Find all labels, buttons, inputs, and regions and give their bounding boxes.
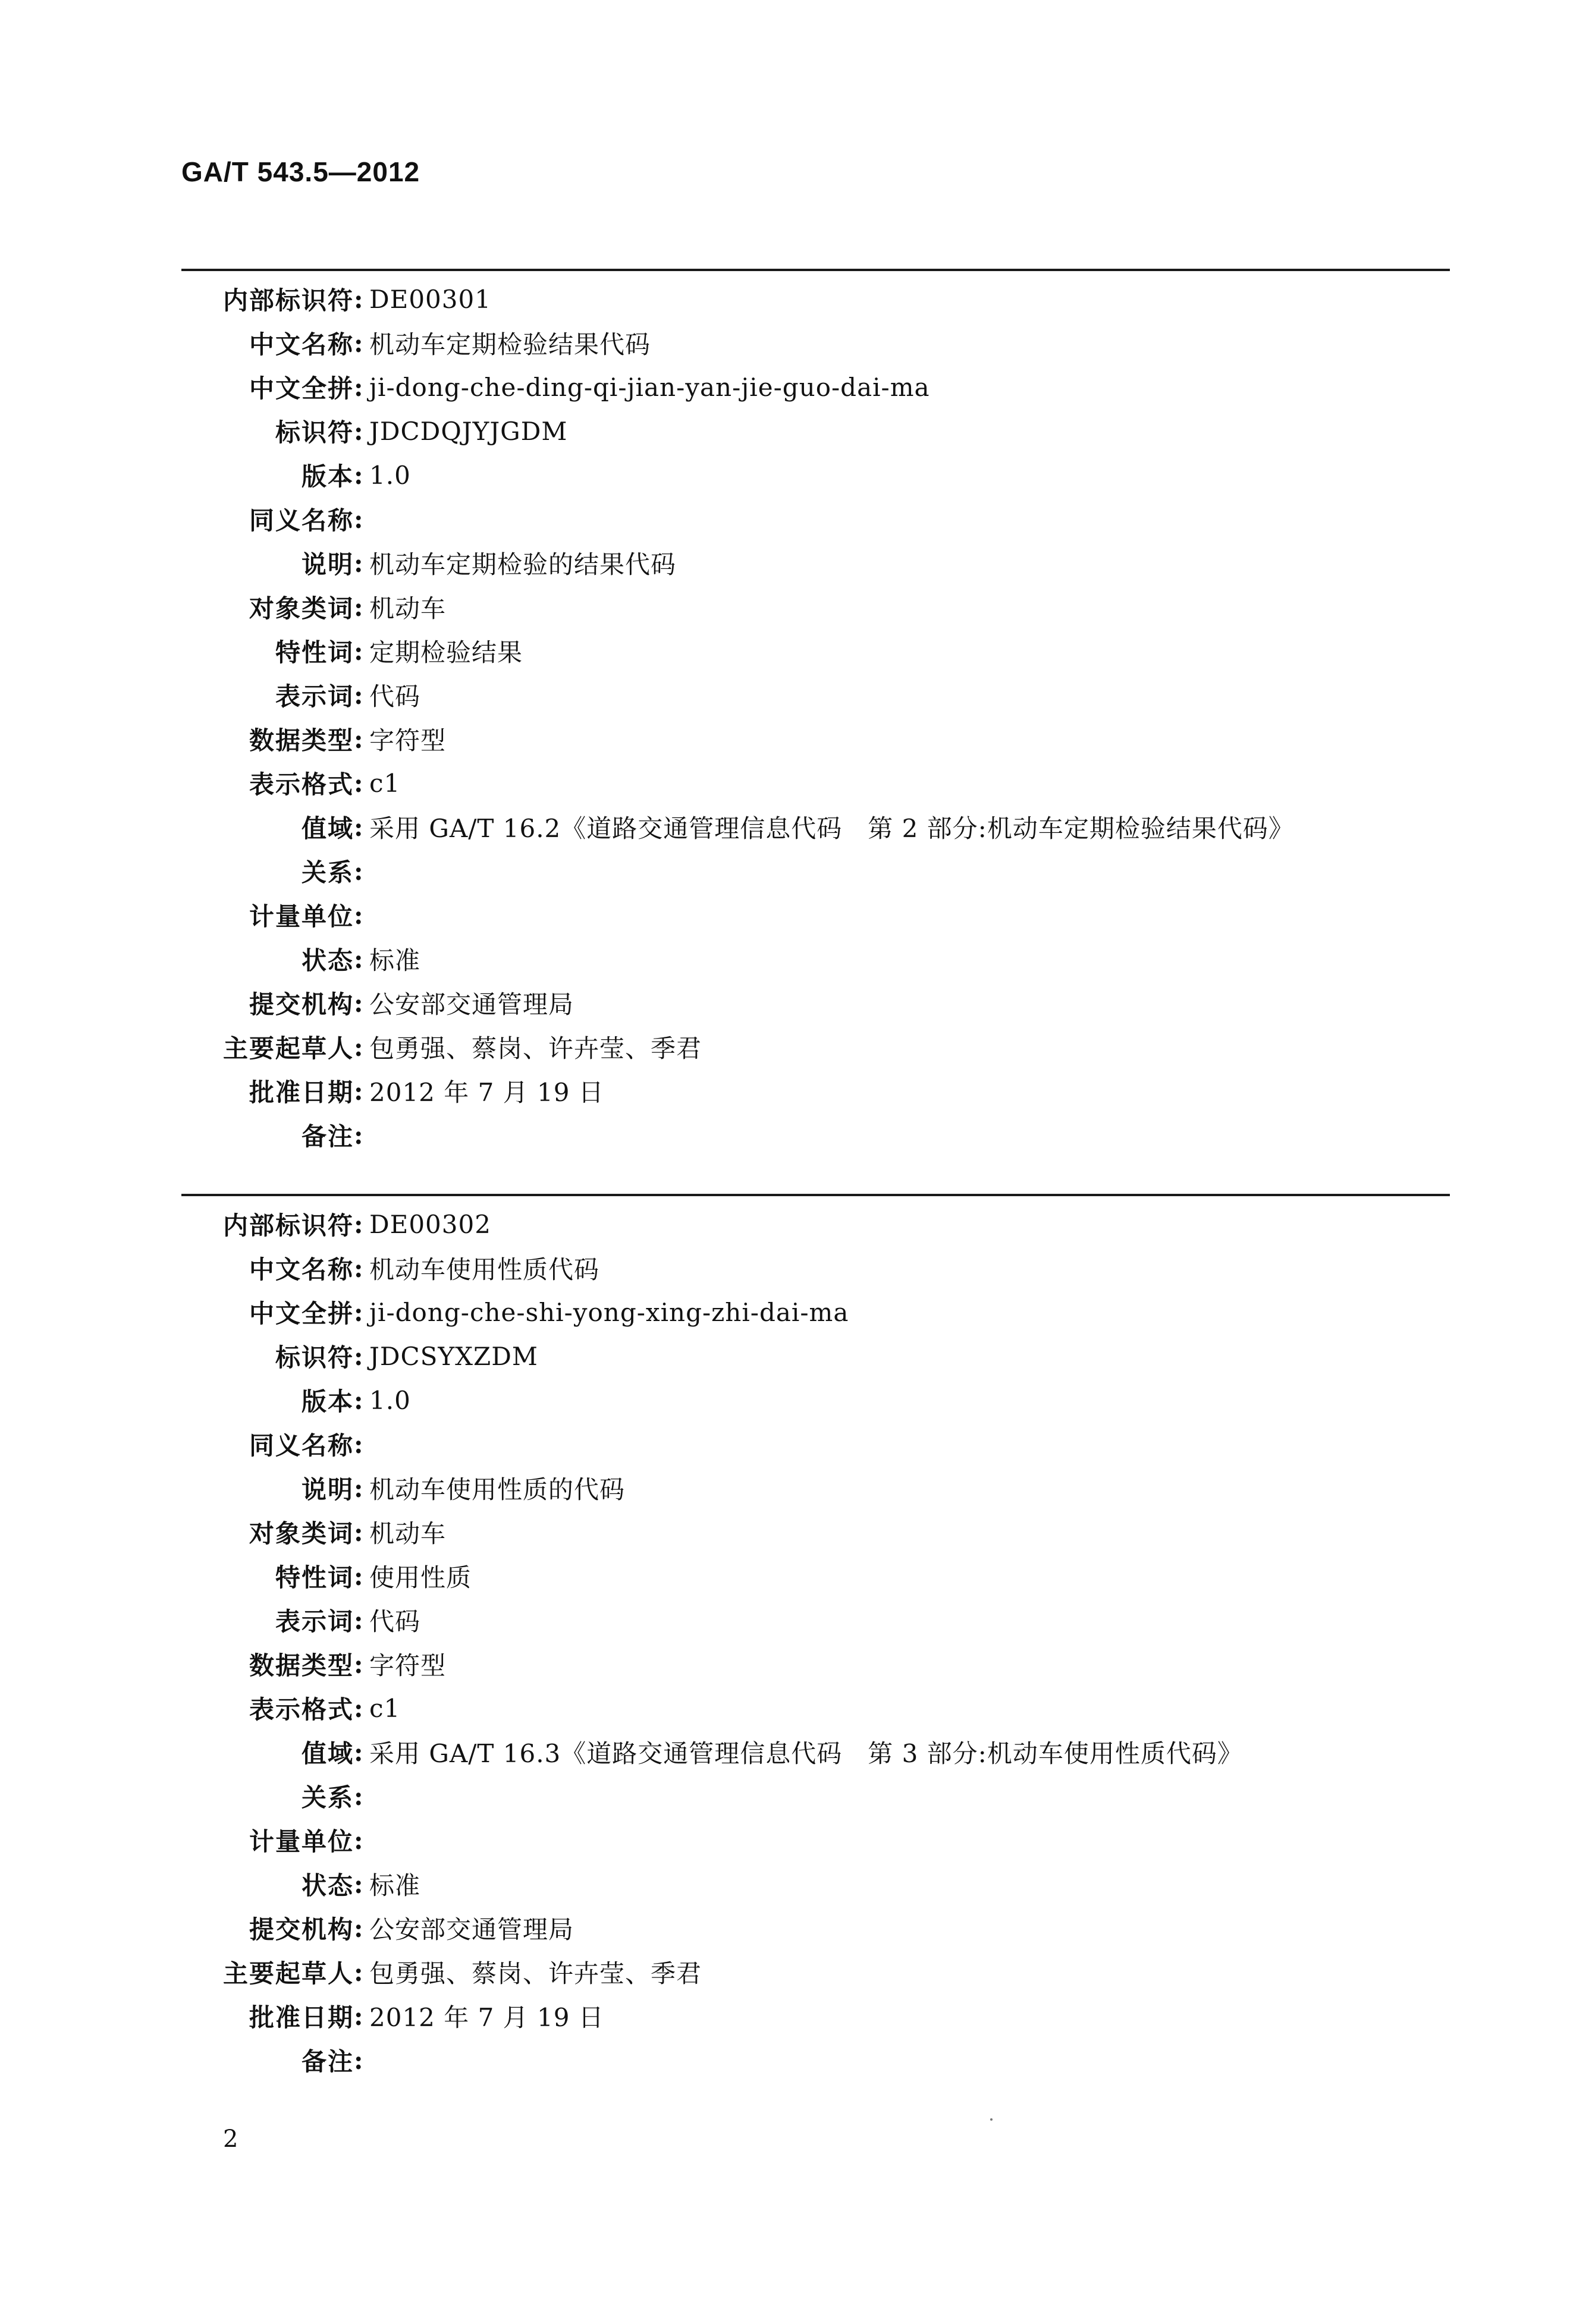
field-value-domain [181, 1730, 1450, 1774]
field-label: 计量单位 [249, 902, 354, 931]
field-unit [181, 893, 1450, 937]
field-internal-id [181, 277, 1450, 321]
field-colon: : [354, 2001, 363, 2031]
field-value: 机动车 [369, 594, 447, 623]
field-object-class [181, 1510, 1450, 1554]
field-status [181, 937, 1450, 981]
field-colon: : [354, 416, 363, 446]
field-label: 特性词 [275, 638, 354, 667]
field-pinyin [181, 1290, 1450, 1334]
field-colon: : [354, 1385, 363, 1415]
field-value: 代码 [369, 1607, 421, 1636]
field-colon: : [354, 1605, 363, 1635]
field-label: 值域 [301, 814, 354, 843]
field-value: 机动车 [369, 1519, 447, 1548]
field-colon: : [354, 1781, 363, 1811]
field-status [181, 1862, 1450, 1906]
field-colon: : [354, 328, 363, 358]
field-label: 中文全拼 [249, 374, 354, 403]
field-label: 同义名称 [249, 1431, 354, 1460]
field-remarks [181, 1113, 1450, 1157]
record-de00301 [181, 277, 1450, 1157]
field-label: 表示词 [275, 682, 354, 711]
field-value: 公安部交通管理局 [369, 1915, 574, 1944]
field-value: 机动车定期检验的结果代码 [369, 550, 677, 579]
field-object-class [181, 585, 1450, 629]
field-colon: : [354, 900, 363, 930]
field-label: 版本 [301, 462, 354, 491]
field-drafters [181, 1950, 1450, 1994]
field-label: 主要起草人 [222, 1959, 354, 1988]
field-value: ji-dong-che-ding-qi-jian-yan-jie-guo-dai-ma [369, 372, 930, 402]
field-value: 机动车定期检验结果代码 [369, 330, 651, 359]
field-value: 代码 [369, 682, 421, 711]
field-colon: : [354, 1649, 363, 1679]
field-value: DE00302 [369, 1209, 491, 1239]
field-colon: : [354, 1737, 363, 1767]
field-colon: : [354, 1825, 363, 1855]
field-approval-date [181, 1994, 1450, 2038]
page-number: 2 [223, 2125, 238, 2153]
field-label: 计量单位 [249, 1827, 354, 1856]
field-remarks [181, 2038, 1450, 2082]
field-label: 内部标识符 [222, 286, 354, 315]
field-internal-id [181, 1202, 1450, 1246]
field-value: 2012 年 7 月 19 日 [369, 2003, 604, 2032]
field-label: 表示格式 [249, 1695, 354, 1724]
field-value: JDCSYXZDM [369, 1341, 538, 1371]
field-label: 版本 [301, 1387, 354, 1416]
field-label: 同义名称 [249, 506, 354, 535]
field-value: 定期检验结果 [369, 638, 523, 667]
field-label: 主要起草人 [222, 1034, 354, 1063]
record-de00302 [181, 1202, 1450, 2082]
field-colon: : [354, 460, 363, 490]
field-label: 关系 [301, 1783, 354, 1812]
field-colon: : [354, 1561, 363, 1591]
field-label: 提交机构 [249, 1915, 354, 1944]
field-synonym [181, 1422, 1450, 1466]
field-value: 标准 [369, 946, 421, 975]
field-colon: : [354, 1032, 363, 1062]
field-identifier [181, 1334, 1450, 1378]
field-label: 说明 [301, 1475, 354, 1504]
field-colon: : [354, 548, 363, 578]
field-data-type [181, 1642, 1450, 1686]
field-colon: : [354, 944, 363, 974]
field-colon: : [354, 856, 363, 886]
field-colon: : [354, 592, 363, 622]
field-value: c1 [369, 1693, 401, 1723]
field-unit [181, 1818, 1450, 1862]
field-value: 包勇强、蔡岗、许卉莹、季君 [369, 1034, 702, 1063]
field-label: 内部标识符 [222, 1211, 354, 1240]
field-colon: : [354, 680, 363, 710]
field-value: ji-dong-che-shi-yong-xing-zhi-dai-ma [369, 1297, 849, 1327]
field-chinese-name [181, 321, 1450, 365]
field-label: 状态 [301, 1871, 354, 1900]
field-format [181, 761, 1450, 805]
field-colon: : [354, 1341, 363, 1371]
scan-speck [990, 2118, 993, 2121]
field-label: 表示格式 [249, 770, 354, 799]
field-label: 特性词 [275, 1563, 354, 1592]
field-colon: : [354, 1957, 363, 1987]
field-colon: : [354, 988, 363, 1018]
field-colon: : [354, 768, 363, 798]
middle-divider [181, 1194, 1450, 1196]
field-colon: : [354, 1429, 363, 1459]
standard-code: GA/T 543.5—2012 [181, 156, 420, 187]
top-divider [181, 269, 1450, 271]
field-relation [181, 849, 1450, 893]
field-value: 字符型 [369, 1651, 447, 1680]
field-label: 中文名称 [249, 330, 354, 359]
field-colon: : [354, 1253, 363, 1283]
field-relation [181, 1774, 1450, 1818]
field-value: 标准 [369, 1871, 421, 1900]
field-value: 1.0 [369, 460, 411, 490]
field-label: 备注 [301, 2047, 354, 2076]
field-colon: : [354, 1473, 363, 1503]
field-colon: : [354, 1913, 363, 1943]
field-representation [181, 1598, 1450, 1642]
field-value: 包勇强、蔡岗、许卉莹、季君 [369, 1959, 702, 1988]
field-colon: : [354, 1076, 363, 1106]
field-colon: : [354, 372, 363, 402]
field-label: 中文全拼 [249, 1299, 354, 1328]
field-label: 对象类词 [249, 594, 354, 623]
field-label: 说明 [301, 550, 354, 579]
field-label: 中文名称 [249, 1255, 354, 1284]
field-value: 使用性质 [369, 1563, 472, 1592]
field-value: 字符型 [369, 726, 447, 755]
field-colon: : [354, 724, 363, 754]
field-colon: : [354, 1517, 363, 1547]
field-label: 表示词 [275, 1607, 354, 1636]
field-colon: : [354, 2045, 363, 2075]
field-value: 1.0 [369, 1385, 411, 1415]
field-value-domain [181, 805, 1450, 849]
field-colon: : [354, 1869, 363, 1899]
field-value: c1 [369, 768, 401, 798]
field-value: 机动车使用性质的代码 [369, 1475, 626, 1504]
field-colon: : [354, 1297, 363, 1327]
field-synonym [181, 497, 1450, 541]
field-value: 采用 GA/T 16.2《道路交通管理信息代码 第 2 部分:机动车定期检验结果代码》 [369, 814, 1294, 843]
field-property [181, 1554, 1450, 1598]
field-colon: : [354, 1120, 363, 1150]
field-label: 数据类型 [249, 1651, 354, 1680]
field-colon: : [354, 504, 363, 534]
field-version [181, 453, 1450, 497]
field-colon: : [354, 636, 363, 666]
field-value: JDCDQJYJGDM [369, 416, 568, 446]
field-pinyin [181, 365, 1450, 409]
field-version [181, 1378, 1450, 1422]
field-submitter [181, 981, 1450, 1025]
field-label: 备注 [301, 1122, 354, 1151]
field-label: 数据类型 [249, 726, 354, 755]
field-colon: : [354, 284, 363, 314]
field-identifier [181, 409, 1450, 453]
field-property [181, 629, 1450, 673]
field-label: 提交机构 [249, 990, 354, 1019]
field-label: 关系 [301, 858, 354, 887]
field-label: 值域 [301, 1739, 354, 1768]
field-value: DE00301 [369, 284, 491, 314]
field-submitter [181, 1906, 1450, 1950]
field-label: 对象类词 [249, 1519, 354, 1548]
field-value: 机动车使用性质代码 [369, 1255, 600, 1284]
field-data-type [181, 717, 1450, 761]
field-representation [181, 673, 1450, 717]
field-approval-date [181, 1069, 1450, 1113]
field-colon: : [354, 1693, 363, 1723]
field-label: 状态 [301, 946, 354, 975]
field-drafters [181, 1025, 1450, 1069]
field-label: 标识符 [275, 1343, 354, 1372]
field-format [181, 1686, 1450, 1730]
field-value: 公安部交通管理局 [369, 990, 574, 1019]
field-description [181, 541, 1450, 585]
field-label: 标识符 [275, 418, 354, 447]
field-value: 采用 GA/T 16.3《道路交通管理信息代码 第 3 部分:机动车使用性质代码》 [369, 1739, 1243, 1768]
field-description [181, 1466, 1450, 1510]
field-colon: : [354, 812, 363, 842]
field-chinese-name [181, 1246, 1450, 1290]
field-label: 批准日期 [249, 2003, 354, 2032]
field-value: 2012 年 7 月 19 日 [369, 1078, 604, 1107]
field-label: 批准日期 [249, 1078, 354, 1107]
field-colon: : [354, 1209, 363, 1239]
